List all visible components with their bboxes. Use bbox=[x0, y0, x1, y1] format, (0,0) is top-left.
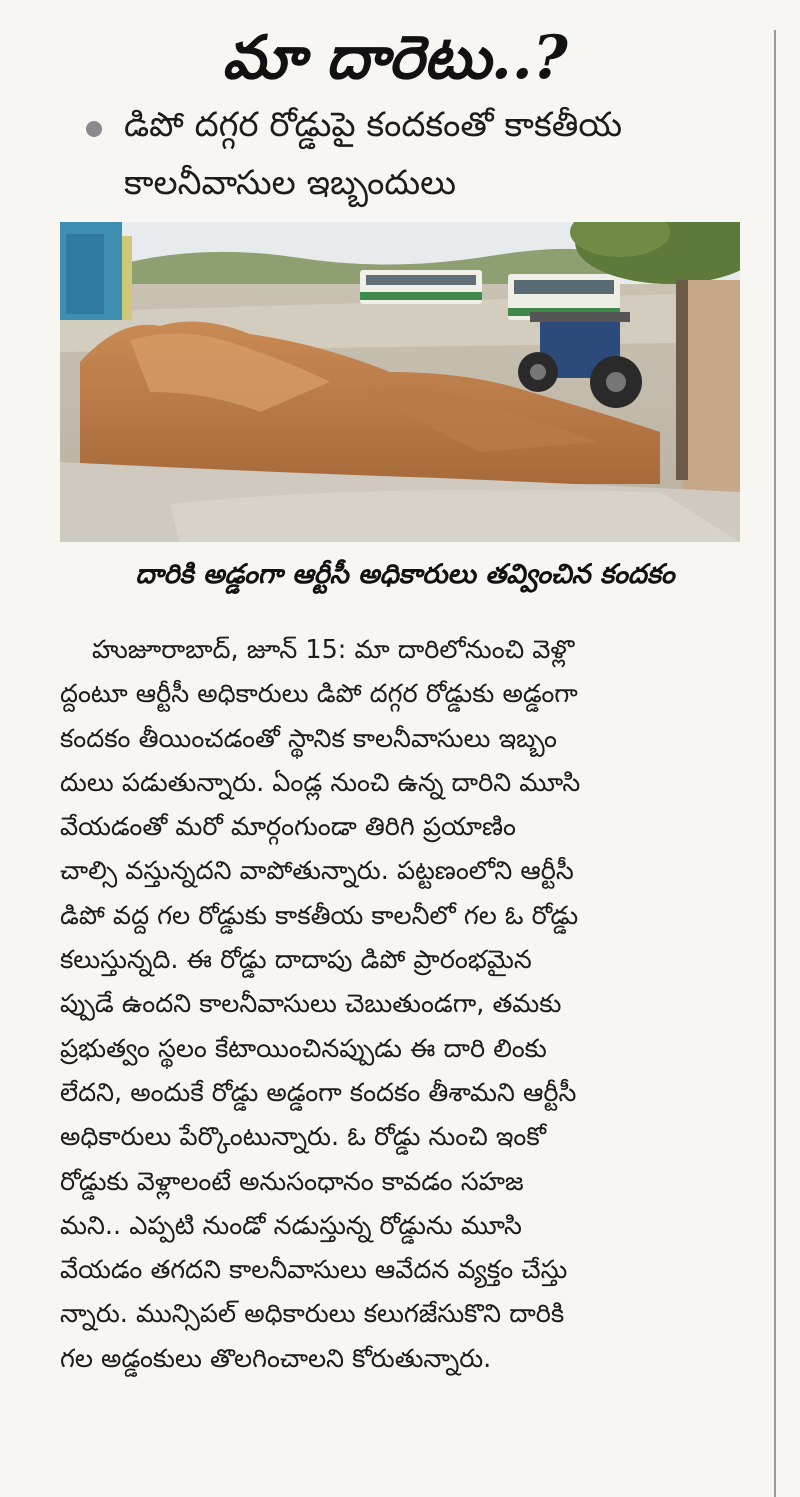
article-subhead bbox=[124, 96, 754, 212]
body-line: వేయడం తగదని కాలనీవాసులు ఆవేదన వ్యక్తం చేస్తు bbox=[60, 1255, 568, 1286]
body-line: మని.. ఎప్పటి నుండో నడుస్తున్న రోడ్డును మూసి bbox=[60, 1210, 522, 1241]
column-rule bbox=[774, 30, 776, 1497]
body-line: గల అడ్డంకులు తొలగించాలని కోరుతున్నారు. bbox=[60, 1343, 492, 1374]
article-photo bbox=[60, 222, 740, 542]
body-line: వేయడంతో మరో మార్గంగుండా తిరిగి ప్రయాణిం bbox=[60, 812, 516, 843]
body-line: కలుస్తున్నది. ఈ రోడ్డు దాదాపు డిపో ప్రారంభమైన bbox=[60, 945, 532, 976]
subhead-line: డిపో దగ్గర రోడ్డుపై కందకంతో కాకతీయ bbox=[124, 105, 623, 145]
body-line: హుజూరాబాద్, జూన్ 15: మా దారిలోనుంచి వెళ్లొ bbox=[92, 635, 575, 665]
article-headline: మా దారెటు..? bbox=[222, 23, 568, 93]
body-line: లేదని, అందుకే రోడ్డు అడ్డంగా కందకం తీశామని ఆర్టీసీ bbox=[60, 1077, 577, 1108]
body-line: ద్దంటూ ఆర్టీసీ అధికారులు డిపో దగ్గర రోడ్డుకు అడ్డంగా bbox=[60, 679, 578, 710]
photo-caption: దారికి అడ్డంగా ఆర్టీసీ అధికారులు తవ్వించిన కందకం bbox=[135, 559, 675, 590]
article-body bbox=[60, 628, 750, 1381]
bullet-icon bbox=[86, 121, 102, 137]
body-line: ప్పుడే ఉందని కాలనీవాసులు చెబుతుండగా, తమకు bbox=[60, 989, 562, 1020]
body-line: చాల్సి వస్తున్నదని వాపోతున్నారు. పట్టణంలోని ఆర్టీసీ bbox=[60, 856, 574, 887]
body-line: న్నారు. మున్సిపల్ అధికారులు కలుగజేసుకొని దారికి bbox=[60, 1299, 565, 1330]
body-line: ప్రభుత్వం స్థలం కేటాయించినప్పుడు ఈ దారి లింకు bbox=[60, 1033, 547, 1064]
body-line: దులు పడుతున్నారు. ఏండ్ల నుంచి ఉన్న దారిని మూసి bbox=[60, 767, 581, 798]
body-line: కందకం తీయించడంతో స్థానిక కాలనీవాసులు ఇబ్బం bbox=[60, 723, 557, 754]
body-line: రోడ్డుకు వెళ్లాలంటే అనుసంధానం కావడం సహజ bbox=[60, 1166, 524, 1197]
body-line: అధికారులు పేర్కొంటున్నారు. ఓ రోడ్డు నుంచి ఇంకో bbox=[60, 1122, 547, 1153]
subhead-line: కాలనీవాసుల ఇబ్బందులు bbox=[124, 163, 457, 203]
body-line: డిపో వద్ద గల రోడ్డుకు కాకతీయ కాలనీలో గల ఓ రోడ్డు bbox=[60, 900, 579, 931]
